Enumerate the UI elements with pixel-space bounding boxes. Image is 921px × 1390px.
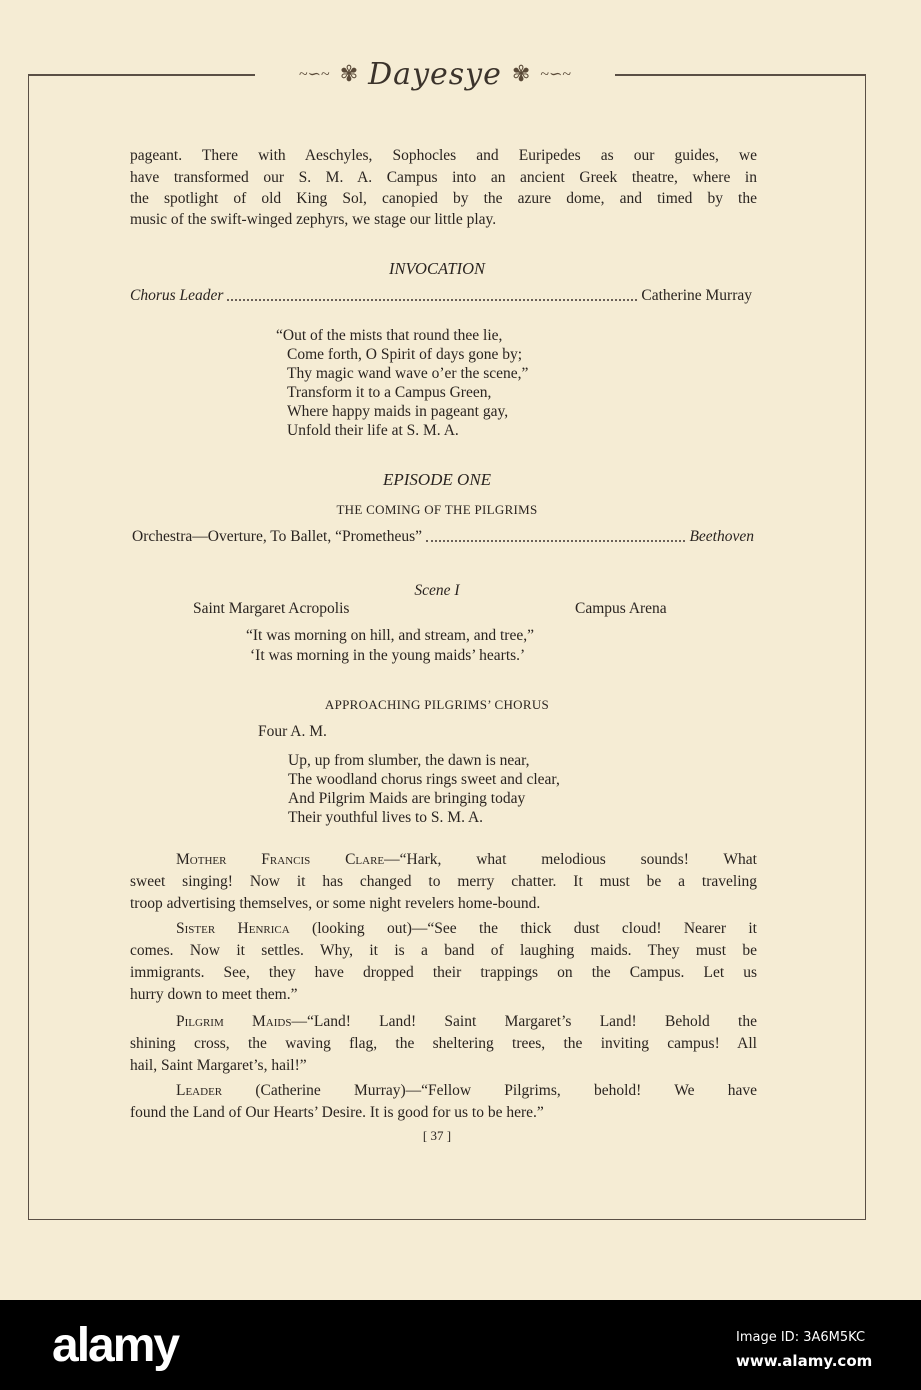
orchestra-line <box>132 526 754 548</box>
watermark-bar <box>0 1300 921 1390</box>
daisy-icon: ✾ <box>339 61 359 86</box>
yearbook-title: Dayesye <box>368 56 502 92</box>
quote-line: “It was morning on hill, and stream, and tree,” <box>246 627 534 644</box>
dialogue-line: immigrants. See, they have dropped their trappings on the Campus. Let us <box>130 964 757 981</box>
chorus-time: Four A. M. <box>258 723 327 740</box>
dialogue-line: hurry down to meet them.” <box>130 986 298 1003</box>
quote-line: ‘It was morning in the young maids’ hearts.’ <box>250 647 526 664</box>
dot-leader <box>227 285 637 301</box>
header-rule-right <box>605 74 866 76</box>
poem-line: The woodland chorus rings sweet and clear, <box>288 771 560 788</box>
alamy-logo: alamy <box>52 1319 179 1372</box>
orchestra-piece: Orchestra—Overture, To Ballet, “Prometheus” <box>132 528 423 545</box>
poem-line: Come forth, O Spirit of days gone by; <box>287 346 523 363</box>
speaker: Sister Henrica <box>176 920 290 937</box>
dialogue-line <box>176 1011 757 1033</box>
poem-line: Where happy maids in pageant gay, <box>287 403 509 420</box>
invocation-heading: INVOCATION <box>388 259 486 278</box>
speech: (looking out)—“See the thick dust cloud! Nearer it <box>289 920 757 937</box>
intro-line: the spotlight of old King Sol, canopied by the azure dome, and timed by the <box>130 190 757 207</box>
dialogue-line <box>176 1080 757 1102</box>
image-id: Image ID: 3A6M5KC <box>736 1330 866 1345</box>
speaker: Leader <box>176 1082 223 1099</box>
daisy-icon: ✾ <box>511 61 531 86</box>
poem-line: “Out of the mists that round thee lie, <box>276 327 503 344</box>
vine-ornament-icon: ~∽~ <box>540 66 572 83</box>
dialogue-line: troop advertising themselves, or some night revelers home-bound. <box>130 895 541 912</box>
dialogue-line <box>176 849 757 871</box>
composer: Beethoven <box>689 528 754 545</box>
poem-line: Up, up from slumber, the dawn is near, <box>288 752 530 769</box>
poem-line: Transform it to a Campus Green, <box>287 384 492 401</box>
header-rule-left <box>28 74 268 76</box>
dialogue-line <box>176 918 757 940</box>
chorus-heading: APPROACHING PILGRIMS’ CHORUS <box>324 697 550 712</box>
speaker: Mother Francis Clare <box>176 851 385 868</box>
page-number: [ 37 ] <box>422 1128 452 1143</box>
watermark-url: www.alamy.com <box>736 1352 873 1370</box>
dialogue-line: sweet singing! Now it has changed to merry chatter. It must be a traveling <box>130 873 757 890</box>
poem-line: Thy magic wand wave o’er the scene,” <box>287 365 529 382</box>
scene-place: Saint Margaret Acropolis <box>193 600 350 617</box>
dialogue-line: comes. Now it settles. Why, it is a band of laughing maids. They must be <box>130 942 757 959</box>
speech: —“Hark, what melodious sounds! What <box>384 851 757 868</box>
dialogue-line: hail, Saint Margaret’s, hail!” <box>130 1057 307 1074</box>
scene-heading: Scene I <box>414 582 460 599</box>
intro-line: pageant. There with Aeschyles, Sophocles and Euripedes as our guides, we <box>130 147 757 164</box>
episode-subtitle: THE COMING OF THE PILGRIMS <box>336 502 538 517</box>
speaker: Pilgrim Maids <box>176 1013 292 1030</box>
speech: —“Land! Land! Saint Margaret’s Land! Behold the <box>291 1013 757 1030</box>
episode-heading: EPISODE ONE <box>382 470 492 489</box>
vine-ornament-icon: ~∽~ <box>298 66 330 83</box>
speech: (Catherine Murray)—“Fellow Pilgrims, behold! We have <box>222 1082 757 1099</box>
intro-line: have transformed our S. M. A. Campus into an ancient Greek theatre, where in <box>130 169 757 186</box>
cast-line <box>130 285 752 307</box>
intro-line: music of the swift-winged zephyrs, we stage our little play. <box>130 211 497 228</box>
scene-location: Campus Arena <box>575 600 667 617</box>
poem-line: Unfold their life at S. M. A. <box>287 422 459 439</box>
poem-line: And Pilgrim Maids are bringing today <box>288 790 526 807</box>
role: Chorus Leader <box>130 287 224 304</box>
poem-line: Their youthful lives to S. M. A. <box>288 809 484 826</box>
performer: Catherine Murray <box>641 287 752 304</box>
dialogue-line: found the Land of Our Hearts’ Desire. It is good for us to be here.” <box>130 1104 544 1121</box>
dialogue-line: shining cross, the waving flag, the sheltering trees, the inviting campus! All <box>130 1035 757 1052</box>
header-ornament <box>255 52 615 96</box>
dot-leader <box>426 526 685 542</box>
